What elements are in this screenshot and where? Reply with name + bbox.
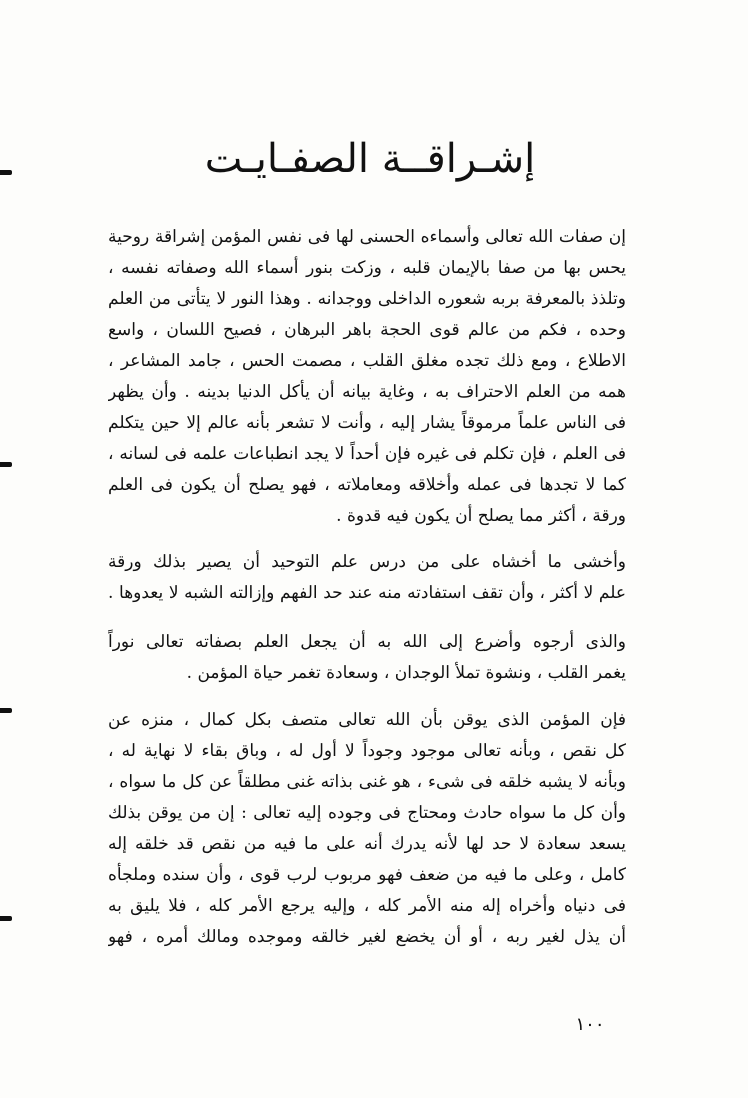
text-line: وبأنه لا يشبه خلقه فى شىء ، هو غنى بذاته غنى مطلقاً عن كل ما سواه ، — [108, 772, 626, 792]
text-line: همه من العلم الاحتراف به ، وغاية بيانه أن يأكل الدنيا بدينه . وأن يظهر — [108, 382, 626, 402]
text-line: يسعد سعادة لا حد لها لأنه يدرك أنه على ما فيه من نقص قد خلقه إله — [108, 834, 626, 854]
text-line: والذى أرجوه وأضرع إلى الله به أن يجعل العلم بصفاته تعالى نوراً — [108, 632, 626, 652]
left-edge-mark — [0, 708, 12, 713]
text-line: وتلذذ بالمعرفة بربه شعوره الداخلى ووجدانه . وهذا النور لا يتأتى من العلم — [108, 289, 626, 309]
text-line: وأخشى ما أخشاه على من درس علم التوحيد أن يصير بذلك ورقة — [108, 552, 626, 572]
text-line: فى دنياه وأخراه إله منه الأمر كله ، وإليه يرجع الأمر كله ، فلا يليق به — [108, 896, 626, 916]
paragraph — [108, 547, 626, 609]
text-line: يحس بها من صفا بالإيمان قلبه ، وزكت بنور أسماء الله وصفاته نفسه ، — [108, 258, 626, 278]
paragraph — [108, 705, 626, 953]
text-line: الاطلاع ، ومع ذلك تجده مغلق القلب ، مصمت الحس ، جامد المشاعر ، — [108, 351, 626, 371]
left-edge-mark — [0, 170, 12, 175]
text-line: فإن المؤمن الذى يوقن بأن الله تعالى متصف بكل كمال ، منزه عن — [108, 710, 626, 730]
text-line: ورقة ، أكثر مما يصلح أن يكون فيه قدوة . — [336, 506, 626, 526]
paragraph-gap — [108, 532, 626, 547]
page-number: ١٠٠ — [575, 1014, 605, 1035]
text-line: علم لا أكثر ، وأن تقف استفادته منه عند حد الفهم وإزالته الشبه لا يعدوها . — [108, 583, 626, 603]
paragraph — [108, 222, 626, 532]
text-line: كما لا تجدها فى عمله وأخلاقه ومعاملاته ، فهو يصلح أن يكون فى العلم — [108, 475, 626, 495]
text-line: إن صفات الله تعالى وأسماءه الحسنى لها فى نفس المؤمن إشراقة روحية — [108, 227, 626, 247]
text-line: وحده ، فكم من عالم قوى الحجة باهر البرهان ، فصيح اللسان ، واسع — [108, 320, 626, 340]
paragraph-gap — [108, 609, 626, 627]
text-line: كامل ، وعلى ما فيه من ضعف فهو مربوب لرب قوى ، وأن سنده وملجأه — [108, 865, 626, 885]
paragraph-gap — [108, 689, 626, 705]
text-line: أن يذل لغير ربه ، أو أن يخضع لغير خالقه وموجده ومالك أمره ، فهو — [108, 927, 626, 947]
paragraph — [108, 627, 626, 689]
left-edge-mark — [0, 462, 12, 467]
body-text — [108, 222, 626, 953]
text-line: فى الناس علماً مرموقاً يشار إليه ، وأنت لا تشعر بأنه عالم إلا حين يتكلم — [108, 413, 626, 433]
left-edge-mark — [0, 916, 12, 921]
page-title: إشـراقــة الصفـايـت — [204, 136, 536, 182]
text-line: وأن كل ما سواه حادث ومحتاج فى وجوده إليه تعالى : إن من يوقن بذلك — [108, 803, 626, 823]
text-line: كل نقص ، وبأنه تعالى موجود وجوداً لا أول له ، وباق بقاء لا نهاية له ، — [108, 741, 626, 761]
text-line: فى العلم ، فإن تكلم فى غيره فإن أحداً لا يجد انطباعات علمه فى لسانه ، — [108, 444, 626, 464]
text-line: يغمر القلب ، ونشوة تملأ الوجدان ، وسعادة تغمر حياة المؤمن . — [186, 663, 626, 683]
